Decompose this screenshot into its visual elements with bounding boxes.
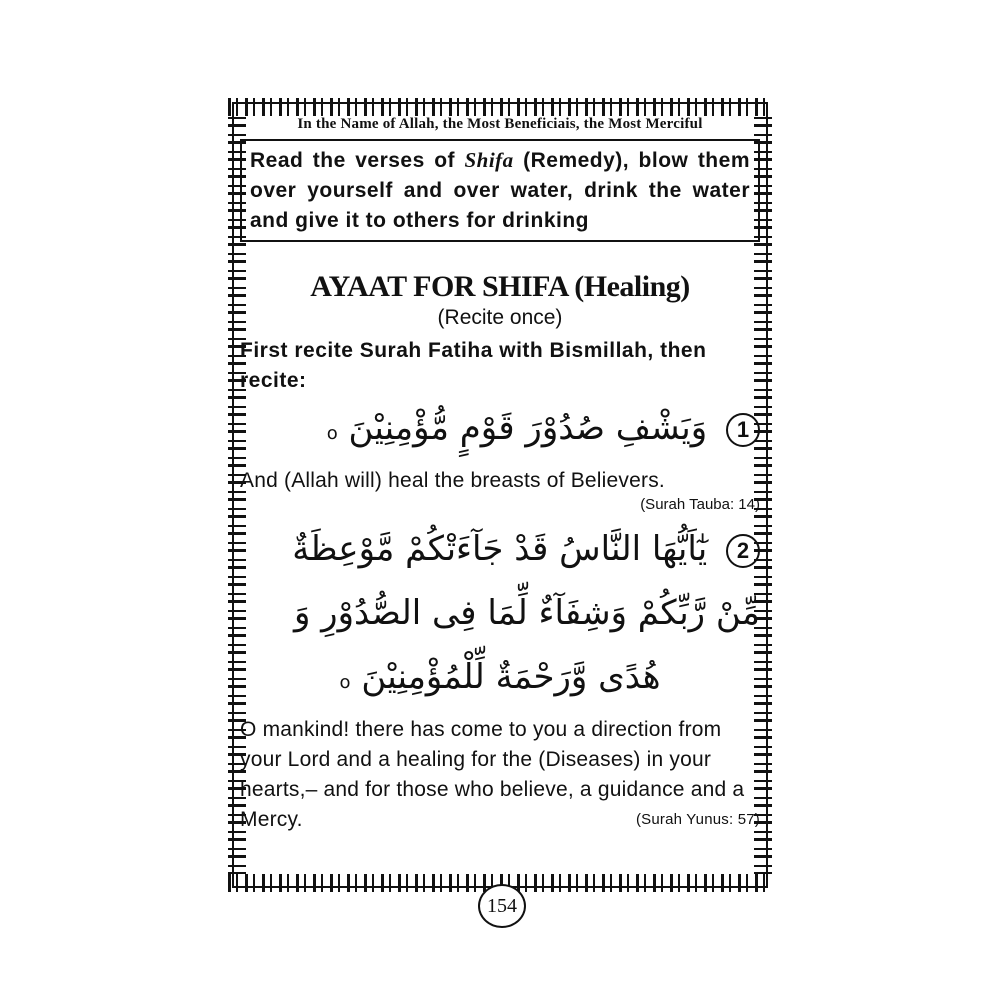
instruction-box (240, 139, 760, 242)
verse-end-mark-icon: o (326, 423, 338, 444)
intro-paragraph: First recite Surah Fatiha with Bismillah, then recite: (240, 339, 707, 392)
verse-2-arabic-text-2: مِّنْ رَّبِّكُمْ وَشِفَآءٌ لِّمَا فِى الصُّدُوْرِ وَ (293, 593, 760, 633)
page-subtitle: (Recite once) (437, 306, 563, 329)
bismillah-header: In the Name of Allah, the Most Beneficiais, the Most Merciful (297, 116, 703, 132)
verse-1-reference: (Surah Tauba: 14) (640, 496, 760, 513)
verse-1-number: 1 (726, 413, 760, 447)
instruction-shifa-word: Shifa (464, 148, 514, 172)
verse-2-arabic-line-2 (240, 581, 760, 645)
verse-2-arabic-line-3 (240, 645, 760, 715)
verse-2-arabic-text-1: يٰٓاَيُّهَا النَّاسُ قَدْ جَآءَتْكُمْ مَّوْعِظَةٌ (292, 529, 708, 569)
verse-1-arabic-text: وَيَشْفِ صُدُوْرَ قَوْمٍ مُّؤْمِنِيْنَ (348, 408, 708, 448)
verse-2-arabic-line-1 (240, 517, 760, 581)
page-title: AYAAT FOR SHIFA (Healing) (310, 270, 690, 303)
verse-2-number: 2 (726, 534, 760, 568)
verse-1-arabic (240, 396, 760, 466)
page-number: 154 (478, 884, 526, 928)
verse-2-reference: (Surah Yunus: 57) (635, 811, 760, 828)
verse-2-translation-text: O mankind! there has come to you a direction from your Lord and a healing for the (Diseases) in your hearts,– and for those who believe, a guidance and a Mercy. (240, 718, 745, 831)
page-content (240, 112, 760, 835)
instruction-text-part2: (Remedy), blow them over yourself and over water, drink the water and give it to others for drinking (250, 149, 750, 232)
verse-2-translation (240, 715, 760, 835)
instruction-text-part1: Read the verses of (250, 149, 465, 172)
verse-end-mark-icon: o (339, 672, 351, 693)
verse-2-arabic-text-3: هُدًى وَّرَحْمَةٌ لِّلْمُؤْمِنِيْنَ (361, 657, 661, 697)
verse-1-translation: And (Allah will) heal the breasts of Believers. (240, 469, 665, 492)
